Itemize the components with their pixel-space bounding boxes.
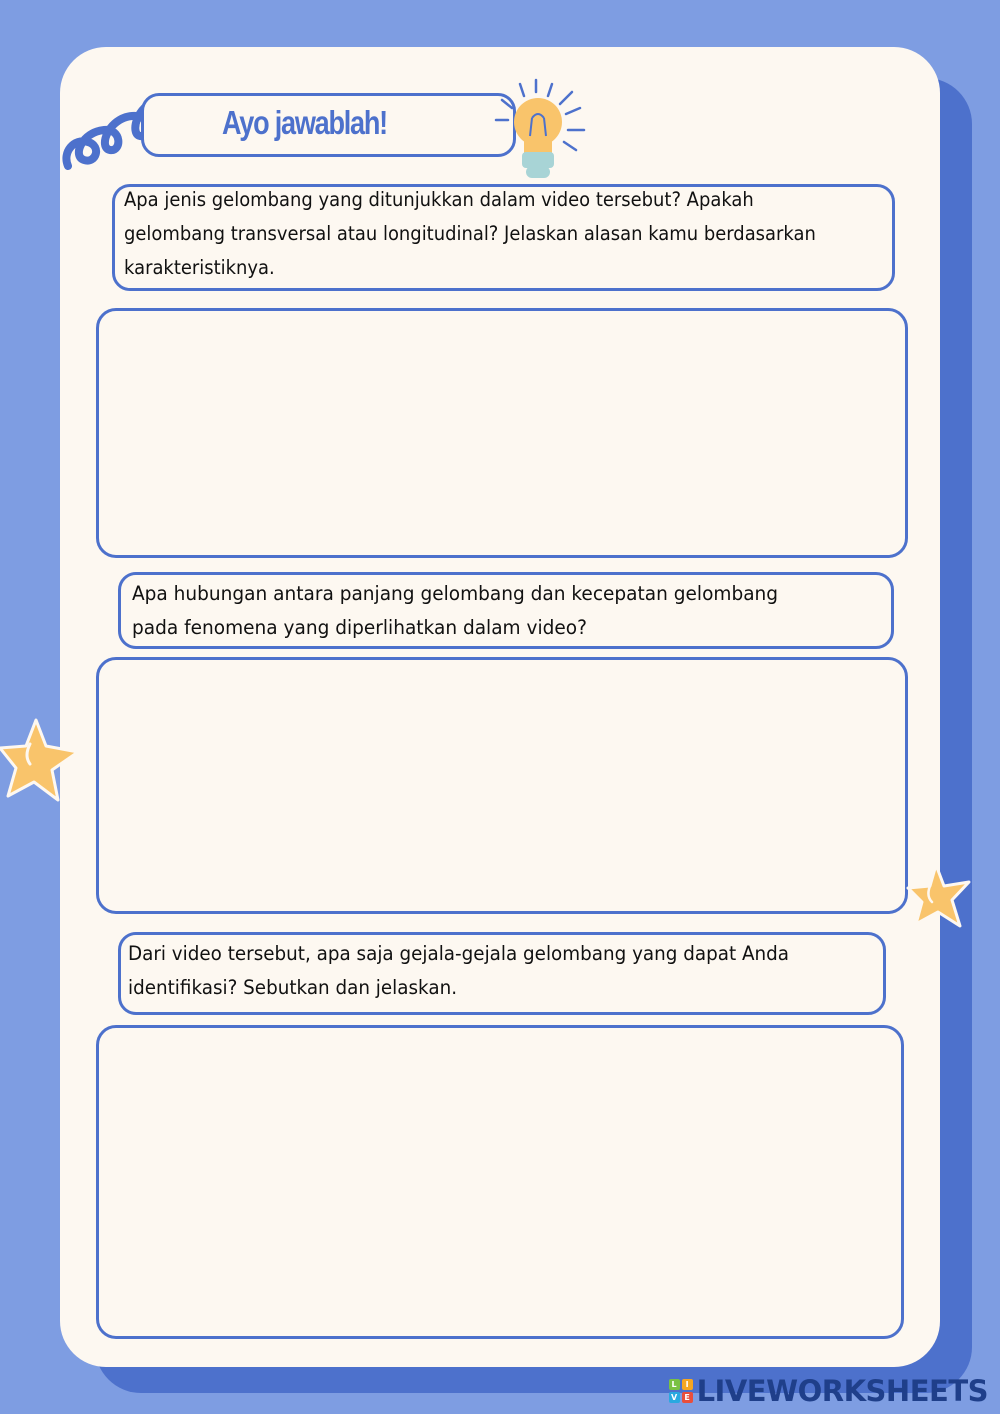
logo-letter: E: [682, 1392, 693, 1403]
question-1-line-2: gelombang transversal atau longitudinal? Jelaskan alasan kamu berdasarkan: [124, 222, 816, 245]
liveworksheets-watermark: [669, 1374, 988, 1408]
page-title: Ayo jawablah!: [222, 104, 387, 141]
answer-box-1[interactable]: [96, 308, 908, 558]
star-icon-left: [0, 716, 82, 802]
question-1-line-1: Apa jenis gelombang yang ditunjukkan dalam video tersebut? Apakah: [124, 188, 754, 211]
question-3-line-2: identifikasi? Sebutkan dan jelaskan.: [128, 976, 458, 999]
question-3-line-1: Dari video tersebut, apa saja gejala-gejala gelombang yang dapat Anda: [128, 942, 790, 965]
logo-letter: V: [669, 1392, 680, 1403]
lightbulb-icon: [492, 78, 587, 183]
title-box: [141, 93, 516, 157]
question-2-line-1: Apa hubungan antara panjang gelombang dan kecepatan gelombang: [132, 582, 779, 605]
answer-box-2[interactable]: [96, 657, 908, 914]
question-text-2: [132, 577, 778, 645]
question-1-line-3: karakteristiknya.: [124, 256, 275, 279]
logo-letter: L: [669, 1379, 680, 1390]
liveworksheets-logo-icon: [669, 1379, 693, 1403]
question-box-3: [118, 932, 886, 1015]
question-box-2: [118, 572, 894, 649]
question-box-1: [112, 184, 895, 291]
question-2-line-2: pada fenomena yang diperlihatkan dalam video?: [132, 616, 587, 639]
answer-box-3[interactable]: [96, 1025, 904, 1339]
question-text-1: [124, 183, 816, 285]
watermark-text: LIVEWORKSHEETS: [696, 1374, 988, 1408]
star-icon-right: [906, 862, 972, 930]
question-text-3: [128, 937, 789, 1005]
logo-letter: I: [682, 1379, 693, 1390]
